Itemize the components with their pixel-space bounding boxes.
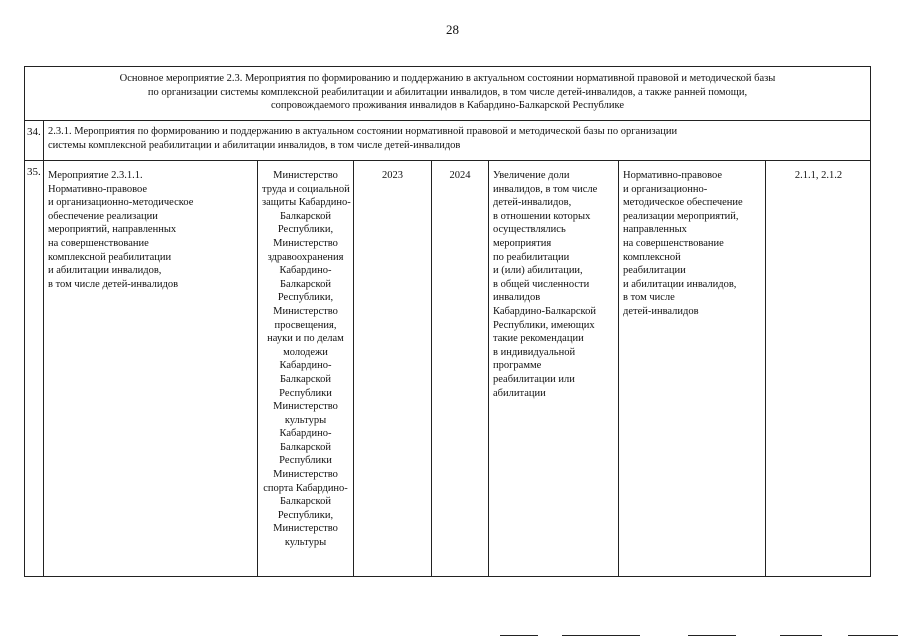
result-line: Кабардино-Балкарской <box>493 305 596 317</box>
heading-line: по организации системы комплексной реабилитации и абилитации инвалидов, в том числе детей-инвалидов, а также ранней помощи, <box>147 86 748 98</box>
event-line: и абилитации инвалидов, <box>48 265 162 277</box>
footer-rule <box>688 635 736 636</box>
executors-line: труда и социальной <box>262 183 350 195</box>
page-number: 28 <box>446 22 459 37</box>
executors-line: спорта Кабардино- <box>263 482 348 494</box>
executors-line: Кабардино- <box>279 265 332 277</box>
description-line: и организационно- <box>623 183 708 195</box>
executors-line: Министерство <box>273 237 338 249</box>
description-line: Нормативно-правовое <box>623 170 723 181</box>
result-line: по реабилитации <box>493 251 570 263</box>
event-line: и организационно-методическое <box>48 197 194 209</box>
executors-line: Министерство <box>273 170 338 181</box>
result-cell <box>489 161 619 577</box>
footer-rule <box>848 635 898 636</box>
executors-line: Балкарской <box>280 496 331 508</box>
executors-line: Балкарской <box>280 278 331 290</box>
description-line: на совершенствование <box>623 237 724 249</box>
subsection-line: системы комплексной реабилитации и абилитации инвалидов, в том числе детей-инвалидов <box>48 140 461 151</box>
event-line: Нормативно-правовое <box>48 183 148 195</box>
heading-line: сопровождаемого проживания инвалидов в Кабардино-Балкарской Республике <box>271 100 624 111</box>
description-line: комплексной <box>623 251 681 263</box>
row-number: 35. <box>24 161 44 577</box>
description-line: детей-инвалидов <box>623 305 699 317</box>
section-heading <box>24 66 871 121</box>
description-line: и абилитации инвалидов, <box>623 278 737 290</box>
executors-line: Кабардино- <box>279 428 332 440</box>
executors-line: Балкарской <box>280 441 331 453</box>
executors-line: культуры <box>284 414 327 426</box>
result-line: абилитации <box>493 387 546 399</box>
result-line: программе <box>493 360 542 372</box>
end-year-cell: 2024 <box>432 161 489 577</box>
start-year-cell: 2023 <box>354 161 432 577</box>
executors-line: Балкарской <box>280 373 331 385</box>
event-line: на совершенствование <box>48 237 149 249</box>
description-cell <box>619 161 766 577</box>
executors-line: защиты Кабардино- <box>262 197 351 209</box>
executors-line: Республики, <box>277 509 334 521</box>
executors-line: культуры <box>284 537 327 549</box>
result-line: в общей численности <box>493 278 590 290</box>
result-line: Увеличение доли <box>493 170 570 181</box>
footer-rule <box>500 635 538 636</box>
executors-line: здравоохранения <box>267 251 344 263</box>
executors-line: просвещения, <box>274 319 337 331</box>
executors-line: науки и по делам <box>267 333 344 345</box>
result-line: и (или) абилитации, <box>493 265 583 277</box>
result-line: мероприятия <box>493 237 552 249</box>
executors-line: Республики, <box>277 292 334 304</box>
executors-line: Кабардино- <box>279 360 332 372</box>
executors-line: Министерство <box>273 305 338 317</box>
description-line: реабилитации <box>623 265 686 277</box>
footer-rule <box>780 635 822 636</box>
subsection-line: 2.3.1. Мероприятия по формированию и поддержанию в актуальном состоянии нормативной правовой и методической базы по организации <box>48 126 678 137</box>
heading-line: Основное мероприятие 2.3. Мероприятия по формированию и поддержанию в актуальном состоянии нормативной правовой и методической базы <box>119 73 776 84</box>
description-line: направленных <box>623 224 687 236</box>
event-line: мероприятий, направленных <box>48 224 177 236</box>
result-line: инвалидов <box>493 292 541 304</box>
executors-line: Министерство <box>273 523 338 535</box>
event-line: обеспечение реализации <box>48 210 158 222</box>
result-line: Республики, имеющих <box>493 319 595 331</box>
result-line: осуществлялись <box>493 224 566 236</box>
description-line: в том числе <box>623 292 675 304</box>
result-line: реабилитации или <box>493 373 575 385</box>
description-line: методическое обеспечение <box>623 197 743 209</box>
event-line: в том числе детей-инвалидов <box>48 278 179 290</box>
row-number: 34. <box>24 121 44 160</box>
event-line: комплексной реабилитации <box>48 251 172 263</box>
executors-line: Министерство <box>273 401 338 413</box>
result-line: такие рекомендации <box>493 333 584 345</box>
result-line: в индивидуальной <box>493 346 576 358</box>
indicators-cell: 2.1.1, 2.1.2 <box>794 170 843 181</box>
event-cell <box>44 161 258 577</box>
executors-line: Республики, <box>277 224 334 236</box>
result-line: инвалидов, в том числе <box>493 183 598 195</box>
result-line: детей-инвалидов, <box>493 197 572 209</box>
description-line: реализации мероприятий, <box>623 210 739 222</box>
executors-line: Балкарской <box>280 210 331 222</box>
executors-cell <box>258 161 354 577</box>
result-line: в отношении которых <box>493 210 591 222</box>
table-row-34 <box>24 121 871 161</box>
executors-line: Республики <box>279 387 332 399</box>
executors-line: молодежи <box>283 346 328 358</box>
executors-line: Министерство <box>273 469 338 481</box>
subsection-title <box>48 125 867 153</box>
footer-rule <box>562 635 640 636</box>
table-row-35 <box>24 161 871 577</box>
event-line: Мероприятие 2.3.1.1. <box>48 170 143 181</box>
executors-line: Республики <box>279 455 332 467</box>
